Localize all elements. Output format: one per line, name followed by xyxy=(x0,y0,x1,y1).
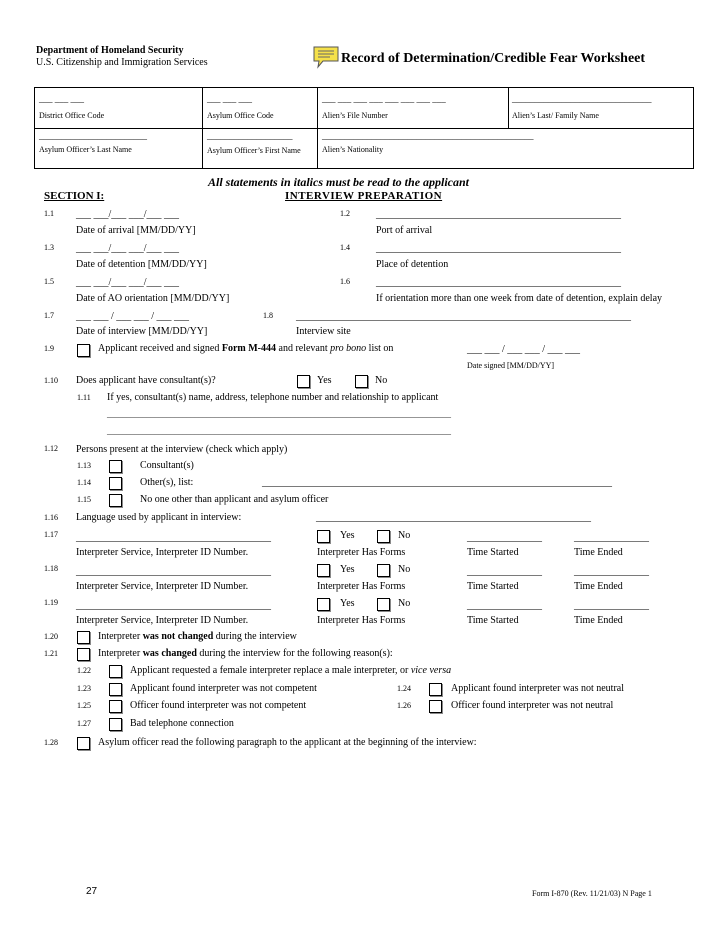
consultant-question: Does applicant have consultant(s)? xyxy=(76,375,216,386)
note-icon[interactable] xyxy=(312,45,340,69)
orientation-date-field[interactable]: ___ ___/___ ___/___ ___ xyxy=(76,277,180,288)
time-started-field[interactable]: _______________ xyxy=(467,532,542,543)
interpreter-id-field[interactable]: _______________________________________ xyxy=(76,532,271,543)
time-started-label: Time Started xyxy=(467,615,519,626)
applicant-not-neutral-checkbox[interactable] xyxy=(429,683,442,696)
yes-label: Yes xyxy=(317,375,332,386)
item-number: 1.19 xyxy=(44,598,58,607)
interview-date-field[interactable]: ___ ___ / ___ ___ / ___ ___ xyxy=(76,311,190,322)
others-present-checkbox[interactable] xyxy=(109,477,122,490)
item-number: 1.6 xyxy=(340,277,350,286)
interpreter-not-changed-checkbox[interactable] xyxy=(77,631,90,644)
interpreter-id-label: Interpreter Service, Interpreter ID Number. xyxy=(76,581,249,592)
officer-last-name-field[interactable]: ________________________ xyxy=(39,131,147,141)
alien-last-name-field[interactable]: _______________________________ xyxy=(512,94,652,104)
time-ended-label: Time Ended xyxy=(574,581,623,592)
page-number: 27 xyxy=(86,886,98,897)
interpreter-changed-checkbox[interactable] xyxy=(77,648,90,661)
officer-first-name-field[interactable]: ___________________ xyxy=(207,131,293,141)
officer-not-neutral-checkbox[interactable] xyxy=(429,700,442,713)
item-number: 1.16 xyxy=(44,513,58,522)
item-number: 1.14 xyxy=(77,478,91,487)
alien-nationality-label: Alien’s Nationality xyxy=(322,145,384,154)
consultant-details-line[interactable]: ______________________________________________________________________________________ xyxy=(107,427,451,436)
time-ended-label: Time Ended xyxy=(574,615,623,626)
interpreter-changed-label: Interpreter was changed during the interview for the following reason(s): xyxy=(98,648,393,659)
item-number: 1.7 xyxy=(44,311,54,320)
consultant-present-checkbox[interactable] xyxy=(109,460,122,473)
m444-text: Applicant received and signed Form M-444 and relevant pro bono list on xyxy=(98,343,394,354)
district-office-code-field[interactable]: ___ ___ ___ xyxy=(39,94,84,104)
consultant-details-line[interactable]: ______________________________________________________________________________________ xyxy=(107,410,451,419)
interpreter-forms-yes-checkbox[interactable] xyxy=(317,564,330,577)
arrival-date-label: Date of arrival [MM/DD/YY] xyxy=(76,225,196,236)
time-ended-field[interactable]: _______________ xyxy=(574,600,649,611)
alien-file-number-field[interactable]: ___ ___ ___ ___ ___ ___ ___ ___ xyxy=(322,94,446,104)
female-interpreter-label: Applicant requested a female interpreter replace a male interpreter, or vice versa xyxy=(130,665,452,676)
applicant-not-competent-checkbox[interactable] xyxy=(109,683,122,696)
place-of-detention-field[interactable]: _________________________________________________ xyxy=(376,243,621,254)
item-number: 1.1 xyxy=(44,209,54,218)
item-number: 1.4 xyxy=(340,243,350,252)
yes-label: Yes xyxy=(340,530,355,541)
officer-first-name-label: Asylum Officer’s First Name xyxy=(207,146,301,155)
italics-notice: All statements in italics must be read to the applicant xyxy=(208,175,470,189)
paragraph-read-checkbox[interactable] xyxy=(77,737,90,750)
interpreter-forms-label: Interpreter Has Forms xyxy=(317,581,406,592)
time-started-label: Time Started xyxy=(467,581,519,592)
alien-last-name-label: Alien’s Last/ Family Name xyxy=(512,111,599,120)
time-started-field[interactable]: _______________ xyxy=(467,600,542,611)
applicant-not-neutral-label: Applicant found interpreter was not neutral xyxy=(451,683,624,694)
item-number: 1.15 xyxy=(77,495,91,504)
applicant-not-competent-label: Applicant found interpreter was not competent xyxy=(130,683,317,694)
officer-not-competent-label: Officer found interpreter was not competent xyxy=(130,700,307,711)
item-number: 1.21 xyxy=(44,649,58,658)
detention-date-field[interactable]: ___ ___/___ ___/___ ___ xyxy=(76,243,180,254)
officer-not-competent-checkbox[interactable] xyxy=(109,700,122,713)
orientation-delay-field[interactable]: _________________________________________________ xyxy=(376,277,621,288)
interpreter-forms-yes-checkbox[interactable] xyxy=(317,530,330,543)
bad-connection-checkbox[interactable] xyxy=(109,718,122,731)
others-present-label: Other(s), list: xyxy=(140,477,194,488)
interpreter-id-field[interactable]: _______________________________________ xyxy=(76,566,271,577)
arrival-date-field[interactable]: ___ ___/___ ___/___ ___ xyxy=(76,209,180,220)
no-label: No xyxy=(375,375,388,386)
interview-site-label: Interview site xyxy=(296,326,351,337)
m444-checkbox[interactable] xyxy=(77,344,90,357)
form-title: Record of Determination/Credible Fear Worksheet xyxy=(341,51,646,66)
item-number: 1.25 xyxy=(77,701,91,710)
time-started-label: Time Started xyxy=(467,547,519,558)
item-number: 1.2 xyxy=(340,209,350,218)
item-number: 1.13 xyxy=(77,461,91,470)
language-label: Language used by applicant in interview: xyxy=(76,512,242,523)
asylum-office-code-field[interactable]: ___ ___ ___ xyxy=(207,94,252,104)
consultant-yes-checkbox[interactable] xyxy=(297,375,310,388)
item-number: 1.27 xyxy=(77,719,91,728)
female-interpreter-checkbox[interactable] xyxy=(109,665,122,678)
consultant-details-label: If yes, consultant(s) name, address, telephone number and relationship to applicant xyxy=(107,392,439,403)
no-one-other-checkbox[interactable] xyxy=(109,494,122,507)
alien-file-number-label: Alien’s File Number xyxy=(322,111,388,120)
others-list-field[interactable]: ______________________________________________________________________ xyxy=(262,477,612,488)
orientation-date-label: Date of AO orientation [MM/DD/YY] xyxy=(76,293,230,304)
item-number: 1.11 xyxy=(77,393,91,402)
yes-label: Yes xyxy=(340,564,355,575)
item-number: 1.18 xyxy=(44,564,58,573)
item-number: 1.23 xyxy=(77,684,91,693)
time-started-field[interactable]: _______________ xyxy=(467,566,542,577)
interview-date-label: Date of interview [MM/DD/YY] xyxy=(76,326,208,337)
interpreter-forms-no-checkbox[interactable] xyxy=(377,564,390,577)
place-of-detention-label: Place of detention xyxy=(376,259,449,270)
item-number: 1.17 xyxy=(44,530,58,539)
detention-date-label: Date of detention [MM/DD/YY] xyxy=(76,259,207,270)
interpreter-forms-no-checkbox[interactable] xyxy=(377,530,390,543)
date-signed-field[interactable]: ___ ___ / ___ ___ / ___ ___ xyxy=(467,344,581,355)
date-signed-label: Date signed [MM/DD/YY] xyxy=(467,361,555,370)
item-number: 1.3 xyxy=(44,243,54,252)
item-number: 1.26 xyxy=(397,701,411,710)
item-number: 1.8 xyxy=(263,311,273,320)
no-one-other-label: No one other than applicant and asylum officer xyxy=(140,494,329,505)
district-office-code-label: District Office Code xyxy=(39,111,105,120)
interpreter-forms-yes-checkbox[interactable] xyxy=(317,598,330,611)
time-ended-field[interactable]: _______________ xyxy=(574,566,649,577)
item-number: 1.24 xyxy=(397,684,411,693)
consultant-no-checkbox[interactable] xyxy=(355,375,368,388)
alien-nationality-field[interactable]: _______________________________________________ xyxy=(322,131,534,141)
interview-site-field[interactable]: ___________________________________________________________________ xyxy=(296,311,631,322)
bad-connection-label: Bad telephone connection xyxy=(130,718,234,729)
form-identifier: Form I-870 (Rev. 11/21/03) N Page 1 xyxy=(532,889,652,898)
section-label: SECTION I: xyxy=(44,190,105,202)
orientation-delay-label: If orientation more than one week from date of detention, explain delay xyxy=(376,293,663,304)
interpreter-id-label: Interpreter Service, Interpreter ID Number. xyxy=(76,547,249,558)
interpreter-forms-no-checkbox[interactable] xyxy=(377,598,390,611)
port-of-arrival-label: Port of arrival xyxy=(376,225,433,236)
no-label: No xyxy=(398,598,411,609)
consultant-present-label: Consultant(s) xyxy=(140,460,194,471)
item-number: 1.22 xyxy=(77,666,91,675)
yes-label: Yes xyxy=(340,598,355,609)
interpreter-id-field[interactable]: _______________________________________ xyxy=(76,600,271,611)
item-number: 1.12 xyxy=(44,444,58,453)
item-number: 1.28 xyxy=(44,738,58,747)
officer-last-name-label: Asylum Officer’s Last Name xyxy=(39,145,132,154)
no-label: No xyxy=(398,530,411,541)
agency-name: U.S. Citizenship and Immigration Services xyxy=(36,57,208,68)
asylum-office-code-label: Asylum Office Code xyxy=(207,111,274,120)
officer-not-neutral-label: Officer found interpreter was not neutral xyxy=(451,700,614,711)
department-name: Department of Homeland Security xyxy=(36,45,184,56)
item-number: 1.9 xyxy=(44,344,54,353)
interpreter-id-label: Interpreter Service, Interpreter ID Number. xyxy=(76,615,249,626)
persons-present-label: Persons present at the interview (check which apply) xyxy=(76,444,288,455)
paragraph-read-label: Asylum officer read the following paragraph to the applicant at the beginning of the interview: xyxy=(98,737,477,748)
language-field[interactable]: _______________________________________________________ xyxy=(316,512,591,523)
interpreter-forms-label: Interpreter Has Forms xyxy=(317,547,406,558)
item-number: 1.5 xyxy=(44,277,54,286)
time-ended-field[interactable]: _______________ xyxy=(574,532,649,543)
interpreter-not-changed-label: Interpreter was not changed during the interview xyxy=(98,631,297,642)
section-title: INTERVIEW PREPARATION xyxy=(285,190,443,202)
item-number: 1.10 xyxy=(44,376,58,385)
no-label: No xyxy=(398,564,411,575)
time-ended-label: Time Ended xyxy=(574,547,623,558)
item-number: 1.20 xyxy=(44,632,58,641)
port-of-arrival-field[interactable]: _________________________________________________ xyxy=(376,209,621,220)
interpreter-forms-label: Interpreter Has Forms xyxy=(317,615,406,626)
